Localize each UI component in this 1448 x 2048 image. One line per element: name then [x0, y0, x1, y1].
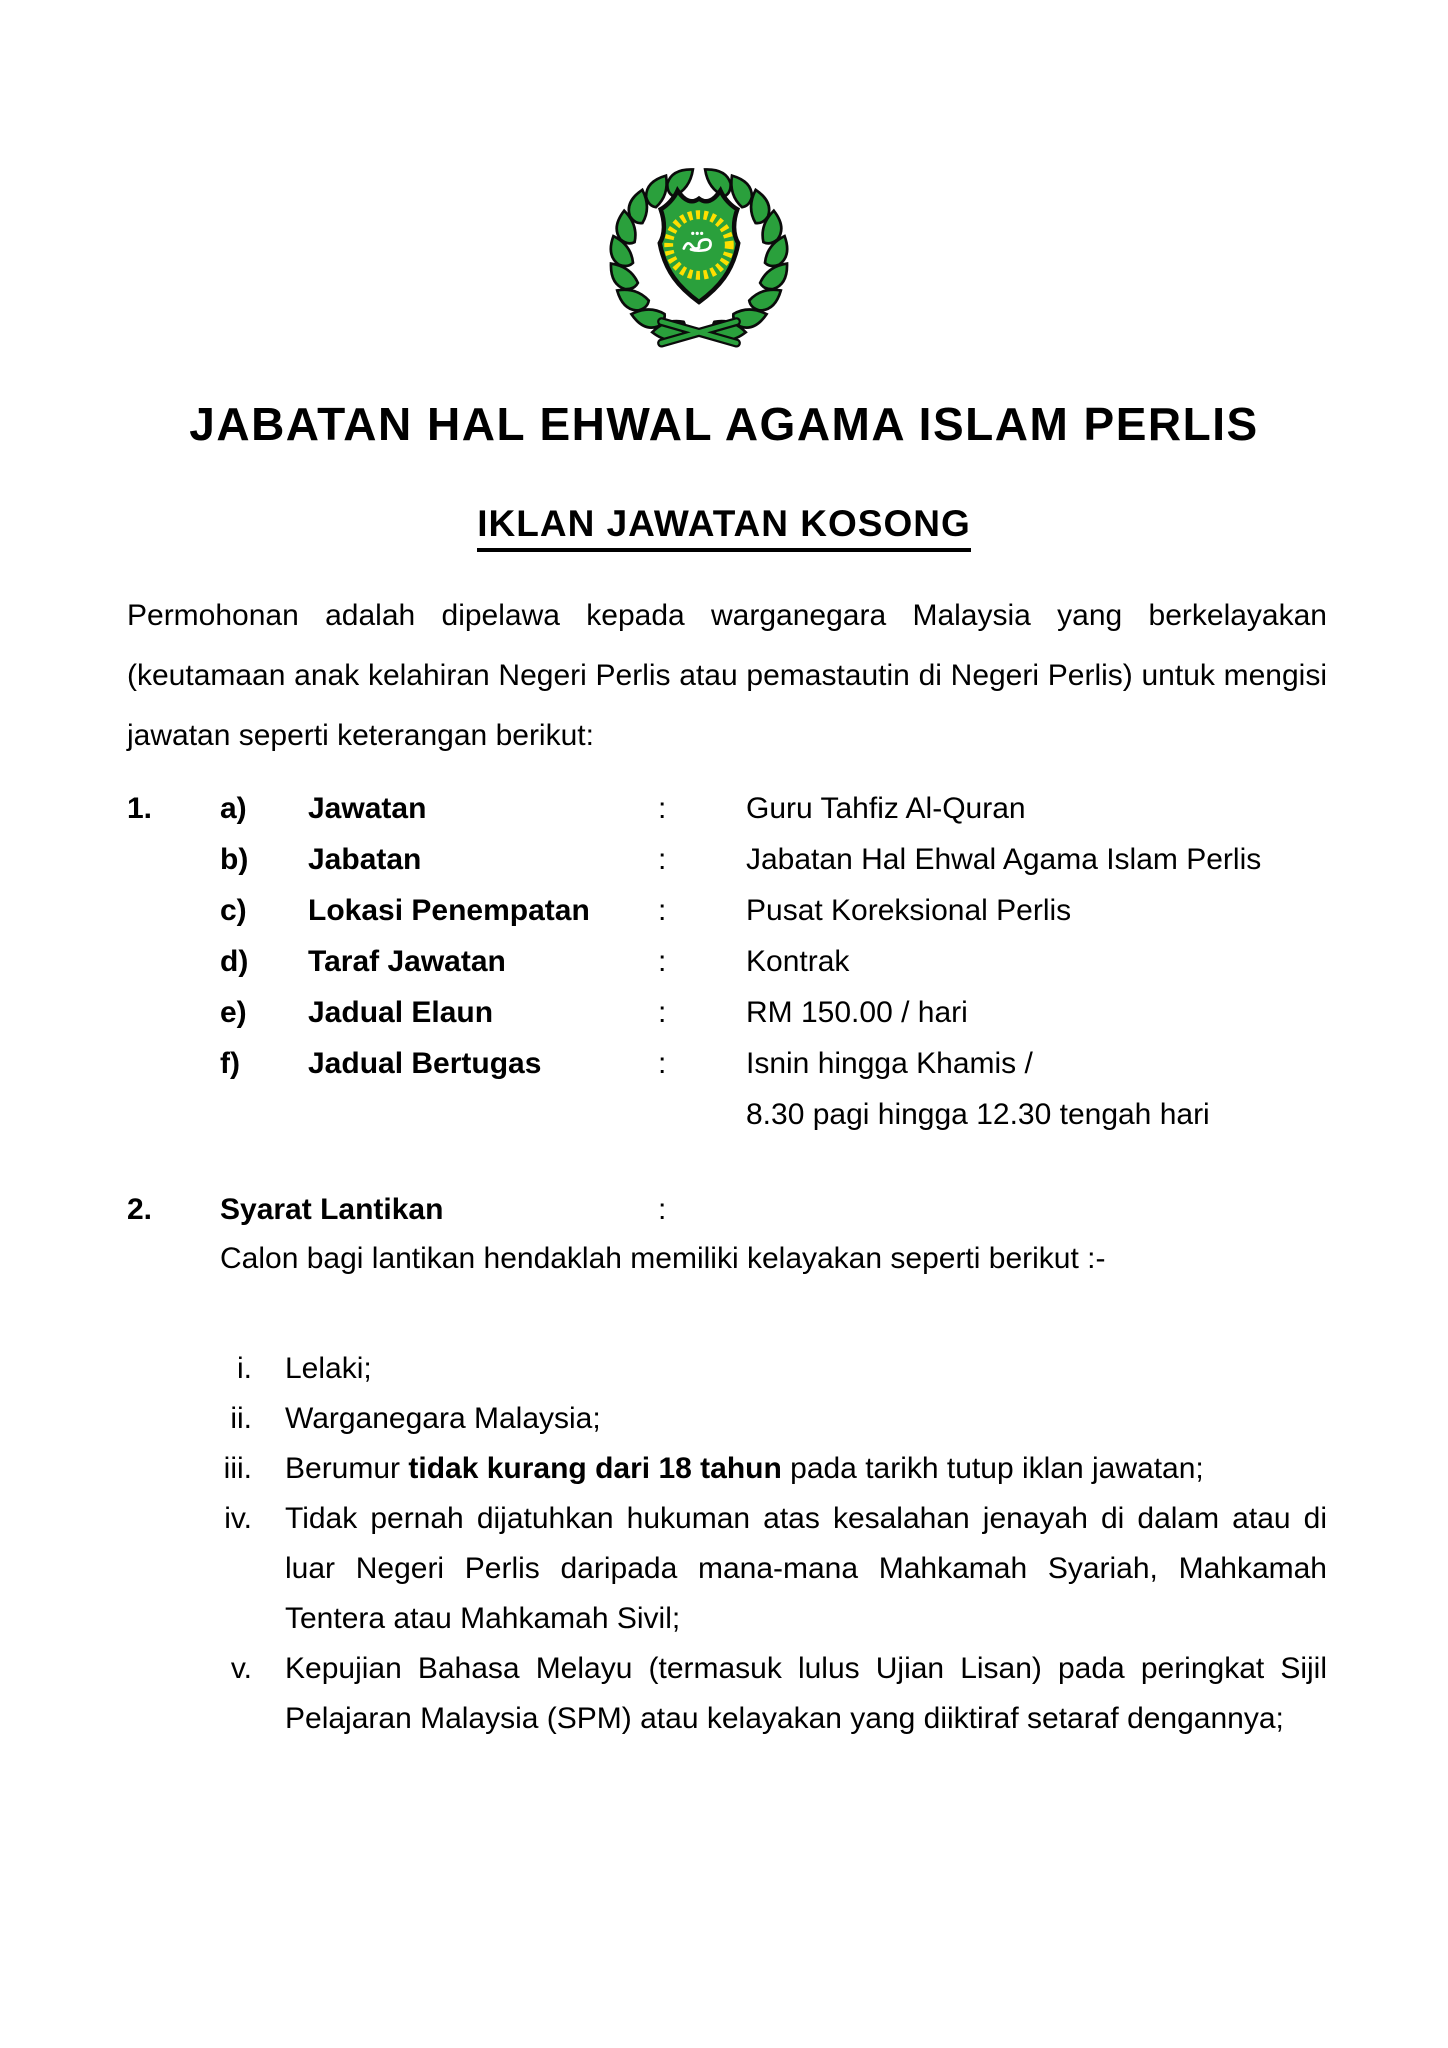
requirement-item-v [127, 1644, 1327, 1744]
requirement-numeral: ii. [230, 1402, 252, 1435]
section-1-job-details [127, 783, 1327, 1140]
requirement-text: Tidak pernah dijatuhkan hukuman atas kesalahan jenayah di dalam atau di luar Negeri Perlis daripada mana-mana Mahkamah Syariah, Mahkamah Tentera atau Mahkamah Sivil; [285, 1502, 1327, 1635]
intro-paragraph: Permohonan adalah dipelawa kepada warganegara Malaysia yang berkelayakan (keutamaan anak kelahiran Negeri Perlis atau pemastautin di Negeri Perlis) untuk mengisi jawatan seperti keterangan berikut: [127, 599, 1327, 752]
section-2-intro: Calon bagi lantikan hendaklah memiliki kelayakan seperti berikut :- [220, 1242, 1106, 1275]
requirement-item-i [127, 1344, 1327, 1394]
shield-icon [660, 191, 738, 302]
section-label: Syarat Lantikan [220, 1193, 444, 1226]
item-value-line-2: 8.30 pagi hingga 12.30 tengah hari [746, 1098, 1210, 1131]
item-value [746, 1038, 1327, 1140]
perlis-crest-logo [592, 150, 806, 356]
item-label: Jadual Bertugas [308, 1047, 542, 1080]
section-number: 1. [127, 792, 153, 825]
requirement-item-iii [127, 1444, 1327, 1494]
requirement-text: Kepujian Bahasa Melayu (termasuk lulus Ujian Lisan) pada peringkat Sijil Pelajaran Malaysia (SPM) atau kelayakan yang diiktiraf setaraf dengannya; [285, 1652, 1327, 1735]
requirement-numeral: iv. [224, 1502, 252, 1535]
item-label: Jadual Elaun [308, 996, 494, 1029]
item-value-line-1: Isnin hingga Khamis / [746, 1047, 1033, 1080]
item-letter: c) [220, 894, 247, 927]
detail-row-jabatan [127, 834, 1327, 885]
item-colon: : [658, 792, 667, 825]
requirement-text: Berumur tidak kurang dari 18 tahun pada tarikh tutup iklan jawatan; [285, 1452, 1204, 1485]
requirement-text-bold: tidak kurang dari 18 tahun [408, 1452, 782, 1485]
detail-row-elaun [127, 987, 1327, 1038]
section-colon: : [658, 1193, 667, 1226]
detail-row-taraf [127, 936, 1327, 987]
item-value: Jabatan Hal Ehwal Agama Islam Perlis [746, 843, 1262, 876]
item-label: Lokasi Penempatan [308, 894, 590, 927]
requirement-item-ii [127, 1394, 1327, 1444]
item-colon: : [658, 894, 667, 927]
requirement-numeral: v. [230, 1652, 252, 1685]
doc-title-text: IKLAN JAWATAN KOSONG [477, 505, 970, 552]
item-value: Pusat Koreksional Perlis [746, 894, 1072, 927]
item-colon: : [658, 843, 667, 876]
section-number: 2. [127, 1193, 153, 1226]
item-label: Jawatan [308, 792, 427, 825]
item-label: Jabatan [308, 843, 422, 876]
doc-title [0, 505, 1448, 552]
item-colon: : [658, 996, 667, 1029]
item-letter: b) [220, 843, 249, 876]
item-colon: : [658, 945, 667, 978]
requirement-text: Lelaki; [285, 1352, 372, 1385]
item-value: Kontrak [746, 945, 850, 978]
item-letter: e) [220, 996, 247, 1029]
requirements-list [127, 1344, 1327, 1744]
item-letter: d) [220, 945, 249, 978]
detail-row-bertugas [127, 1038, 1327, 1140]
item-value: Guru Tahfiz Al-Quran [746, 792, 1026, 825]
item-letter: a) [220, 792, 247, 825]
section-2-header [127, 1184, 1327, 1235]
requirement-text: Warganegara Malaysia; [285, 1402, 601, 1435]
requirement-item-iv [127, 1494, 1327, 1644]
detail-row-lokasi [127, 885, 1327, 936]
requirement-numeral: i. [237, 1352, 252, 1385]
requirement-numeral: iii. [223, 1452, 252, 1485]
item-letter: f) [220, 1047, 240, 1080]
org-title: JABATAN HAL EHWAL AGAMA ISLAM PERLIS [189, 398, 1259, 450]
item-label: Taraf Jawatan [308, 945, 506, 978]
detail-row-jawatan [127, 783, 1327, 834]
item-value: RM 150.00 / hari [746, 996, 968, 1029]
item-colon: : [658, 1047, 667, 1080]
